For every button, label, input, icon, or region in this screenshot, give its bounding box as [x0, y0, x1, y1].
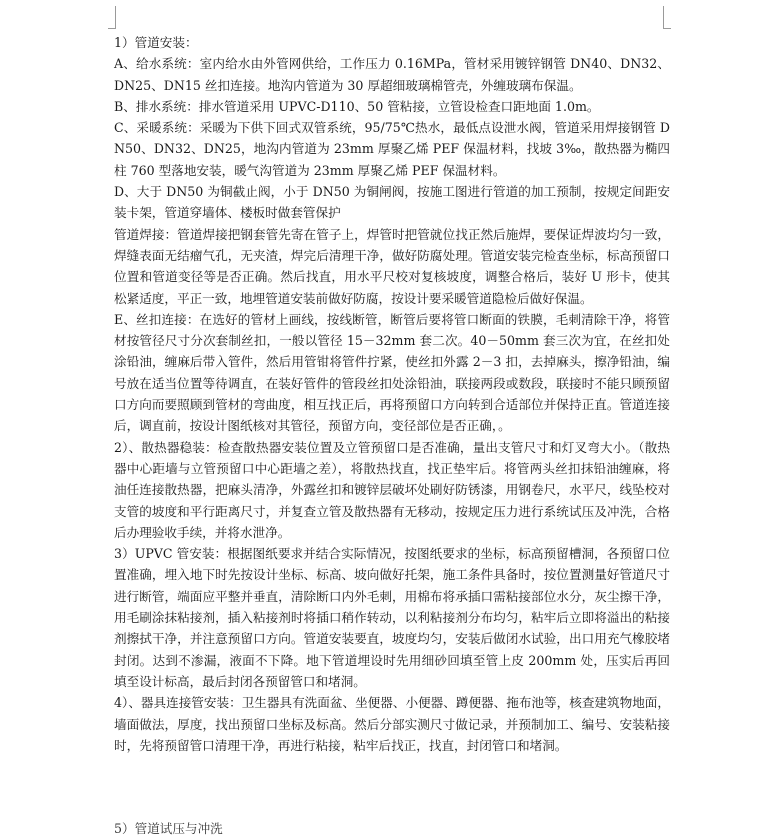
paragraph-valves: D、大于 DN50 为铜截止阀，小于 DN50 为铜闸阀，按施工图进行管道的加工预制，按规定间距安装卡架，管道穿墙体、楼板时做套管保护: [114, 184, 670, 221]
truncated-next-line: 5）管道试压与冲洗: [114, 821, 223, 836]
paragraph-water-supply: A、给水系统：室内给水由外管网供给，工作压力 0.16MPa，管材采用镀锌钢管 DN40、DN32、DN25、DN15 丝扣连接。地沟内管道为 30 厚超细玻璃棉管壳，外缠玻璃布保温。: [114, 56, 670, 93]
paragraph-drainage: B、排水系统：排水管道采用 UPVC-D110、50 管粘接，立管设检查口距地面 1.0m。: [114, 98, 600, 114]
paragraph-heating: C、采暖系统：采暖为下供下回式双管系统，95/75℃热水，最低点设泄水阀，管道采用焊接钢管 DN50、DN32、DN25，地沟内管道为 23mm 厚聚乙烯 PEF 保温材料，找坡 3‰，散热器为椭四柱 760 型落地安装，暖气沟管道为 23mm 厚聚乙烯 PEF 保温材料。: [114, 120, 670, 178]
heading-pipe-installation: 1）管道安装：: [114, 35, 198, 50]
paragraph-upvc-installation: 3）UPVC 管安装：根据图纸要求并结合实际情况，按图纸要求的坐标，标高预留槽洞，各预留口位置准确，埋入地下时先按设计坐标、标高、坡向做好托架，施工条件具备时，按位置测量好管道尺寸进行断管，端面应平整并垂直，清除断口内外毛刺，用棉布将承插口需粘接部位水分，灰尘擦干净，用毛刷涂抹粘接剂，插入粘接剂时将插口稍作转动，以利粘接剂分布均匀，粘牢后立即将溢出的粘接剂擦拭干净，并注意预留口方向。管道安装要直，坡度均匀，安装后做闭水试验，出口用充气橡胶堵封闭。达到不渗漏，液面不下降。地下管道埋设时先用细砂回填至管上皮 200mm 处，压实后再回填至设计标高，最后封闭各预留管口和堵洞。: [114, 546, 670, 689]
paragraph-welding: 管道焊接：管道焊接把钢套管先寄在管子上，焊管时把管就位找正然后施焊，要保证焊波均匀一致，焊缝表面无结瘤气孔，无夹渣，焊完后清理干净，做好防腐处理。管道安装完检查坐标，标高预留口位置和管道变径等是否正确。然后找直，用水平尺校对复核坡度，调整合格后，装好 U 形卡，使其松紧适度，平正一致，地埋管道安装前做好防腐，按设计要采暖管道隐检后做好保温。: [114, 226, 670, 306]
paragraph-fixture-connection: 4）、器具连接管安装：卫生器具有洗面盆、坐便器、小便器、蹲便器、拖布池等，核查建筑物地面，墙面做法，厚度，找出预留口坐标及标高。然后分部实测尺寸做记录，并预制加工、编号、安装粘接时，先将预留管口清理干净，再进行粘接，粘牢后找正，找直，封闭管口和堵洞。: [114, 695, 670, 753]
margin-corner-mark-right: [663, 6, 671, 29]
paragraph-radiator-installation: 2）、散热器稳装：检查散热器安装位置及立管预留口是否准确，量出支管尺寸和灯叉弯大小。（散热器中心距墙与立管预留口中心距墙之差），将散热找直，找正垫牢后。将管两头丝扣抹铅油缠麻，将油任连接散热器，把麻头清净，外露丝扣和镀锌层破坏处刷好防锈漆，用钢卷尺，水平尺，线坠校对支管的坡度和平行距离尺寸，并复查立管及散热器有无移动，按规定压力进行系统试压及冲洗，合格后办理验收手续，并将水泄净。: [114, 439, 670, 540]
document-body: [114, 32, 670, 756]
margin-corner-mark-left: [108, 6, 116, 29]
paragraph-threaded-connection: E、丝扣连接：在选好的管材上画线，按线断管，断管后要将管口断面的铁膜，毛刺清除干净，将管材按管径尺寸分次套制丝扣，一般以管径 15－32mm 套二次。40－50mm 套三次为宜，在丝扣处涂铅油，缠麻后带入管件，然后用管钳将管件拧紧，使丝扣外露 2－3 扣，去掉麻头，擦净铅油，编号放在适当位置等待调直，在装好管件的管段丝扣处涂铅油，联接两段或数段，联接时不能只顾预留口方向而要照顾到管材的弯曲度，相互找正后，再将预留口方向转到合适部位并保持正直。管道连接后，调直前，按设计图纸核对其管径，预留方向，变径部位是否正确，。: [114, 311, 670, 434]
